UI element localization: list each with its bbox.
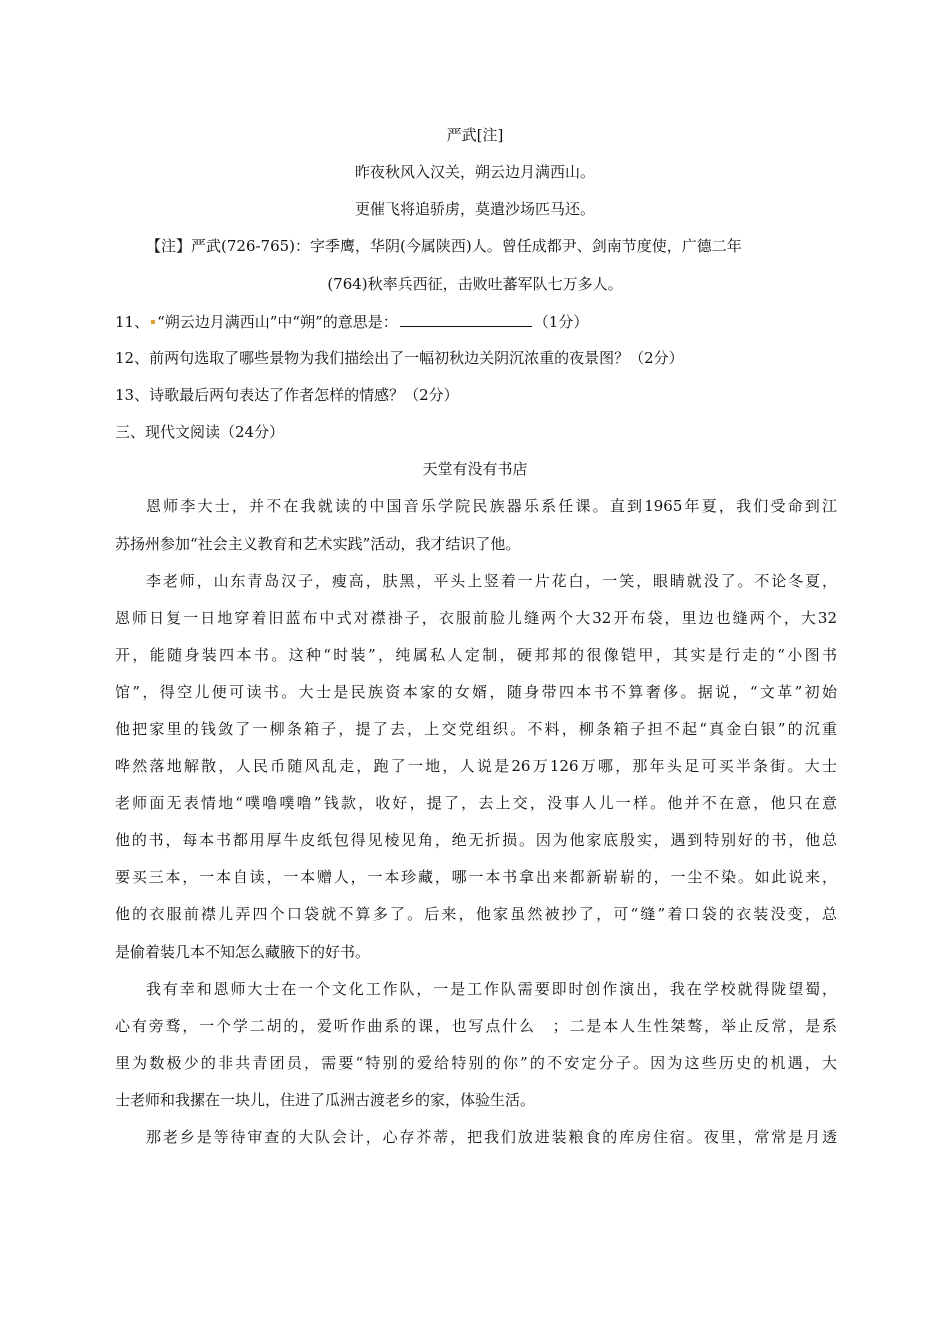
- article-line: 里为数极少的非共青团员，需要“特别的爱给特别的你”的不安定分子。因为这些历史的机遇，大: [115, 1054, 837, 1072]
- article-line: 士老师和我摞在一块儿，住进了瓜洲古渡老乡的家，体验生活。: [115, 1091, 536, 1109]
- article-line: 心有旁骛，一个学二胡的，爱听作曲系的课，也写点什么 ；二是本人生性桀骜，举止反常，是系: [115, 1017, 837, 1035]
- poem-line-1: 昨夜秋风入汉关，朔云边月满西山。: [354, 163, 595, 181]
- article-line: 李老师，山东青岛汉子，瘦高，肤黑，平头上竖着一片花白，一笑，眼睛就没了。不论冬夏，: [146, 572, 837, 590]
- question-11-score: （1分）: [533, 313, 589, 331]
- article-line: 开，能随身装四本书。这种“时装”，纯属私人定制，硬邦邦的很像铠甲，其实是行走的“小图书: [115, 646, 837, 664]
- question-13: 13、诗歌最后两句表达了作者怎样的情感？（2分）: [115, 386, 459, 404]
- poem-title: 严武[注]: [446, 126, 504, 144]
- article-line: 我有幸和恩师大士在一个文化工作队，一是工作队需要即时创作演出，我在学校就得陇望蜀，: [146, 980, 837, 998]
- answer-blank[interactable]: [400, 311, 532, 327]
- poem-note-line-1: 【注】严武(726-765)：字季鹰，华阴(今属陕西)人。曾任成都尹、剑南节度使，广德二年: [146, 237, 742, 255]
- article-line: 恩师日复一日地穿着旧蓝布中式对襟褂子，衣服前脸儿缝两个大32开布袋，里边也缝两个，大32: [115, 609, 837, 627]
- poem-note-line-2: (764)秋率兵西征，击败吐蕃军队七万多人。: [327, 275, 623, 293]
- article-line: 是偷着装几本不知怎么藏腋下的好书。: [115, 943, 371, 961]
- question-11-text: “朔云边月满西山”中“朔”的意思是：: [157, 313, 398, 331]
- article-line: 他的书，每本书都用厚牛皮纸包得见棱见角，绝无折损。因为他家底殷实，遇到特别好的书，他总: [115, 831, 837, 849]
- article-line: 要买三本，一本自读，一本赠人，一本珍藏，哪一本书拿出来都新崭崭的，一尘不染。如此说来，: [115, 868, 837, 886]
- article-line: 那老乡是等待审查的大队会计，心存芥蒂，把我们放进装粮食的库房住宿。夜里，常常是月透: [146, 1128, 837, 1146]
- article-line: 馆”，得空儿便可读书。大士是民族资本家的女婿，随身带四本书不算奢侈。据说，“文革”初始: [115, 683, 837, 701]
- marker-dot: [151, 320, 155, 324]
- article-line: 哗然落地解散，人民币随风乱走，跑了一地，人说是26万126万哪，那年头足可买半条街。大士: [115, 757, 837, 775]
- article-line: 老师面无表情地“噗噜噗噜”钱款，收好，提了，去上交，没事人儿一样。他并不在意，他只在意: [115, 794, 837, 812]
- article-line: 苏扬州参加“社会主义教育和艺术实践”活动，我才结识了他。: [115, 535, 521, 553]
- poem-line-2: 更催飞将追骄虏，莫遣沙场匹马还。: [354, 200, 595, 218]
- article-title: 天堂有没有书店: [422, 460, 528, 478]
- question-11-number: 11、: [115, 313, 150, 331]
- article-line: 恩师李大士，并不在我就读的中国音乐学院民族器乐系任课。直到1965年夏，我们受命到江: [146, 497, 837, 515]
- section-heading: 三、现代文阅读（24分）: [115, 423, 285, 441]
- question-12: 12、前两句选取了哪些景物为我们描绘出了一幅初秋边关阴沉浓重的夜景图？（2分）: [115, 349, 684, 367]
- article-line: 他的衣服前襟儿弄四个口袋就不算多了。后来，他家虽然被抄了，可“缝”着口袋的衣装没变，总: [115, 905, 837, 923]
- article-line: 他把家里的钱敛了一柳条箱子，提了去，上交党组织。不料，柳条箱子担不起“真金白银”的沉重: [115, 720, 837, 738]
- question-11: [115, 311, 588, 332]
